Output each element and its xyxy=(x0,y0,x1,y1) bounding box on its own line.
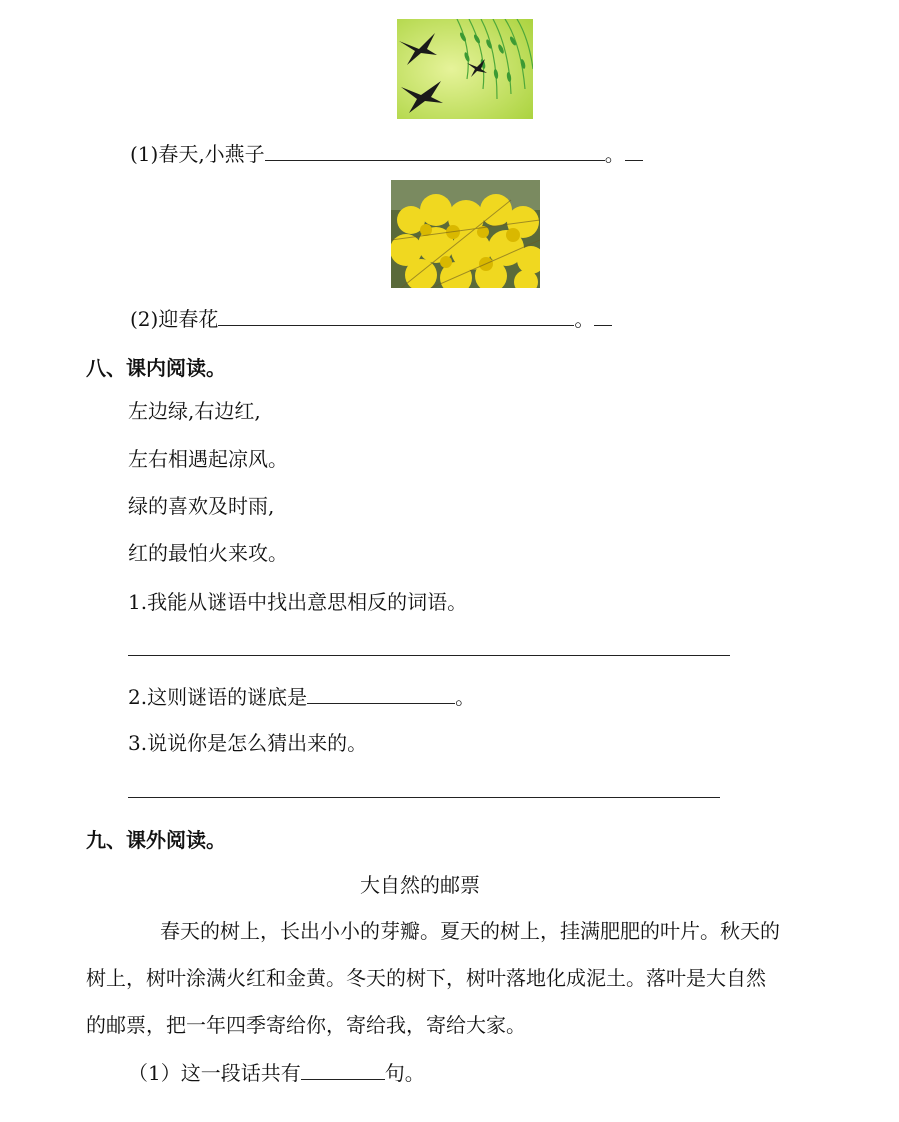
section-8-answer-line-1[interactable] xyxy=(128,655,730,656)
q7-item-1-blank[interactable] xyxy=(265,140,605,161)
forsythia-flowers-picture xyxy=(391,180,540,288)
section-8-question-1: 1.我能从谜语中找出意思相反的词语。 xyxy=(128,590,468,614)
riddle-answer-blank[interactable] xyxy=(307,683,455,704)
riddle-line-2: 左右相遇起凉风。 xyxy=(128,447,288,471)
section-8-answer-line-3[interactable] xyxy=(128,797,720,798)
section-8-question-2-end: 。 xyxy=(455,685,476,709)
q7-item-1-label: (1)春天,小燕子 xyxy=(130,142,265,166)
forsythia-illustration xyxy=(391,180,540,288)
section-9-question-1-label: （1）这一段话共有 xyxy=(128,1061,301,1085)
riddle-line-1: 左边绿,右边红, xyxy=(128,399,261,423)
section-8-question-2 xyxy=(128,683,475,710)
sentence-count-blank[interactable] xyxy=(301,1059,385,1080)
swallows-illustration xyxy=(397,19,533,119)
section-9-question-1-end: 句。 xyxy=(384,1061,425,1085)
swallows-willow-picture xyxy=(397,19,533,119)
section-8-question-3: 3.说说你是怎么猜出来的。 xyxy=(128,731,368,755)
section-9-question-1 xyxy=(128,1059,425,1086)
q7-item-2-label: (2)迎春花 xyxy=(130,307,219,331)
q7-item-1 xyxy=(130,140,643,167)
section-8-question-2-label: 2.这则谜语的谜底是 xyxy=(128,685,308,709)
section-9-heading: 九、课外阅读。 xyxy=(86,828,226,852)
riddle-line-4: 红的最怕火来攻。 xyxy=(128,541,288,565)
q7-item-1-blank-tail xyxy=(625,140,643,161)
passage-line-1: 春天的树上，长出小小的芽瓣。夏天的树上，挂满肥肥的叶片。秋天的 xyxy=(160,919,780,943)
section-8-heading: 八、课内阅读。 xyxy=(86,356,226,380)
q7-item-2-end: 。 xyxy=(574,307,595,331)
q7-item-1-end: 。 xyxy=(604,142,625,166)
passage-line-3: 的邮票，把一年四季寄给你，寄给我，寄给大家。 xyxy=(86,1013,526,1037)
passage-line-2: 树上，树叶涂满火红和金黄。冬天的树下，树叶落地化成泥土。落叶是大自然 xyxy=(86,966,766,990)
passage-title: 大自然的邮票 xyxy=(360,873,480,897)
q7-item-2-blank[interactable] xyxy=(218,305,574,326)
q7-item-2 xyxy=(130,305,612,332)
q7-item-2-blank-tail xyxy=(594,305,612,326)
riddle-line-3: 绿的喜欢及时雨, xyxy=(128,494,275,518)
